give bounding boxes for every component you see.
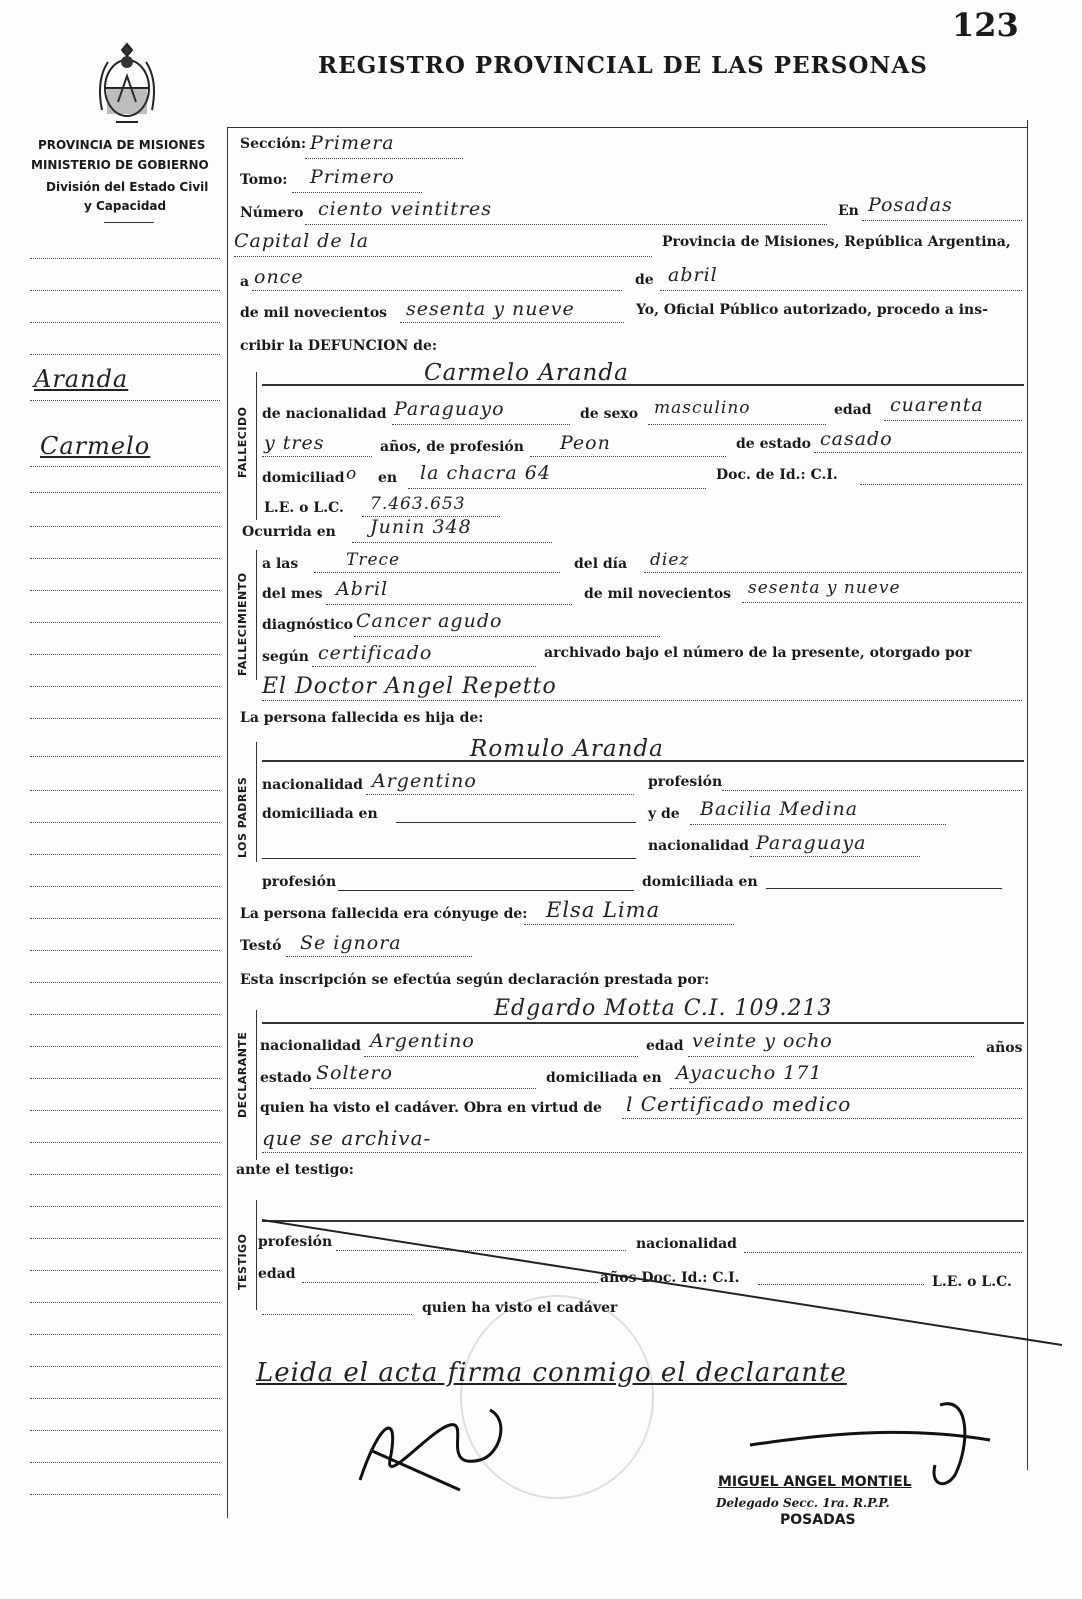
decl-estado-value: Soltero bbox=[316, 1062, 393, 1084]
estado-label: de estado bbox=[736, 436, 812, 452]
a-label: a bbox=[240, 274, 250, 290]
margin-line bbox=[30, 718, 220, 719]
testo-line bbox=[286, 956, 472, 957]
testigo-title: TESTIGO bbox=[236, 1233, 249, 1290]
padre-domicilio-line bbox=[396, 822, 636, 823]
issuer-ministry: MINISTERIO DE GOBIERNO bbox=[31, 158, 209, 172]
padre-line bbox=[262, 760, 1024, 762]
margin-line bbox=[30, 1078, 220, 1079]
anos-profesion-label: años, de profesión bbox=[380, 439, 524, 455]
margin-line bbox=[30, 1366, 220, 1367]
anio-line bbox=[400, 322, 624, 323]
padre-blank-line bbox=[262, 858, 636, 859]
diagnostico-value: Cancer agudo bbox=[356, 610, 503, 632]
margin-line bbox=[30, 982, 220, 983]
nacionalidad-line bbox=[392, 424, 570, 425]
form-top-border bbox=[227, 127, 1027, 128]
document-title: REGISTRO PROVINCIAL DE LAS PERSONAS bbox=[318, 52, 928, 79]
en-label: En bbox=[838, 203, 859, 219]
cribir-label: cribir la DEFUNCION de: bbox=[240, 338, 438, 354]
otorgado-line bbox=[262, 700, 1022, 701]
estado-line bbox=[814, 452, 1022, 453]
capital-line bbox=[234, 256, 652, 257]
madre-line bbox=[690, 824, 946, 825]
doc-id-line bbox=[860, 484, 1022, 485]
fall-anio-line bbox=[742, 602, 1022, 603]
margin-line bbox=[30, 1046, 220, 1047]
padre-profesion-line bbox=[722, 790, 1022, 791]
del-dia-label: del día bbox=[574, 556, 628, 572]
otorgado-por-value: El Doctor Angel Repetto bbox=[262, 674, 557, 699]
de-label: de bbox=[635, 272, 654, 288]
dia-line bbox=[252, 290, 622, 291]
margin-line bbox=[30, 466, 220, 467]
edad-value-2: y tres bbox=[264, 432, 325, 454]
margin-line bbox=[30, 590, 220, 591]
yo-oficial-label: Yo, Oficial Público autorizado, procedo a ins- bbox=[636, 302, 988, 318]
margin-line bbox=[30, 1302, 220, 1303]
padre-profesion-label: profesión bbox=[648, 774, 723, 790]
edad-value-1: cuarenta bbox=[890, 394, 984, 416]
obra-line-2 bbox=[262, 1152, 1022, 1153]
y-de-label: y de bbox=[648, 806, 680, 822]
fallecido-title: FALLECIDO bbox=[236, 406, 249, 478]
declarante-line bbox=[262, 1022, 1024, 1024]
margin-line bbox=[30, 1238, 220, 1239]
decl-anos-label: años bbox=[986, 1040, 1023, 1056]
fall-mes-line bbox=[326, 604, 572, 605]
padre-nacionalidad-value: Argentino bbox=[372, 770, 477, 792]
decl-nacionalidad-line bbox=[364, 1056, 638, 1057]
strike-through-line bbox=[262, 1200, 1062, 1360]
issuer-underline bbox=[104, 222, 154, 223]
seccion-label: Sección: bbox=[240, 136, 307, 152]
margin-line bbox=[30, 790, 220, 791]
ocurrida-label: Ocurrida en bbox=[242, 524, 336, 540]
obra-line-1 bbox=[622, 1118, 1022, 1119]
decl-edad-label: edad bbox=[646, 1038, 684, 1054]
margin-line bbox=[30, 1174, 220, 1175]
testigo-nacionalidad-label: nacionalidad bbox=[636, 1236, 737, 1252]
profesion-line bbox=[530, 456, 726, 457]
a-las-label: a las bbox=[262, 556, 299, 572]
margin-line bbox=[30, 822, 220, 823]
conyuge-line bbox=[524, 924, 734, 925]
page-number: 123 bbox=[952, 6, 1019, 44]
ante-testigo-label: ante el testigo: bbox=[236, 1162, 354, 1178]
segun-value: certificado bbox=[318, 642, 433, 664]
testigo-profesion-label: profesión bbox=[258, 1234, 333, 1250]
tomo-label: Tomo: bbox=[240, 172, 288, 188]
del-mes-label: del mes bbox=[262, 586, 323, 602]
testo-label: Testó bbox=[240, 938, 282, 954]
numero-label: Número bbox=[240, 205, 304, 221]
segun-label: según bbox=[262, 649, 309, 665]
margin-line bbox=[30, 492, 220, 493]
en-value: Posadas bbox=[868, 194, 953, 216]
en-domicilio-label: en bbox=[378, 470, 398, 486]
closing-note: Leida el acta firma conmigo el declarante bbox=[256, 1358, 847, 1388]
obra-value-2: que se archiva- bbox=[262, 1126, 432, 1150]
mes-line bbox=[660, 290, 1022, 291]
nacionalidad-value: Paraguayo bbox=[394, 398, 505, 420]
stamp-city: POSADAS bbox=[780, 1512, 856, 1528]
decl-nacionalidad-value: Argentino bbox=[370, 1030, 475, 1052]
quien-obra-label: quien ha visto el cadáver. Obra en virtud de bbox=[260, 1100, 602, 1116]
margin-line bbox=[30, 1110, 220, 1111]
margin-line bbox=[30, 654, 220, 655]
padres-title: LOS PADRES bbox=[236, 776, 249, 858]
declarante-bar bbox=[256, 1010, 257, 1160]
fallecimiento-bar bbox=[256, 550, 257, 680]
padre-domicilio-label: domiciliada en bbox=[262, 806, 378, 822]
madre-nacionalidad-line bbox=[750, 856, 920, 857]
fall-dia-value: diez bbox=[650, 550, 690, 570]
margin-line bbox=[30, 886, 220, 887]
seccion-line bbox=[305, 158, 463, 159]
coat-of-arms-icon bbox=[96, 40, 158, 132]
sexo-line bbox=[648, 424, 826, 425]
diagnostico-line bbox=[354, 636, 660, 637]
margin-line bbox=[30, 1398, 220, 1399]
fallecido-bar bbox=[256, 372, 257, 520]
madre-profesion-line bbox=[338, 890, 634, 891]
de-mil-nov-label: de mil novecientos bbox=[584, 586, 732, 602]
testo-value: Se ignora bbox=[300, 932, 402, 954]
numero-value: ciento veintitres bbox=[318, 198, 493, 220]
nacionalidad-label: de nacionalidad bbox=[262, 406, 387, 422]
padre-name: Romulo Aranda bbox=[470, 736, 664, 762]
decl-edad-line bbox=[688, 1056, 974, 1057]
en-line bbox=[862, 220, 1022, 221]
margin-given-name: Carmelo bbox=[40, 432, 151, 460]
hora-value: Trece bbox=[346, 550, 401, 570]
decl-nacionalidad-label: nacionalidad bbox=[260, 1038, 361, 1054]
margin-line bbox=[30, 1430, 220, 1431]
mes-value: abril bbox=[668, 264, 718, 286]
domicilio-value: la chacra 64 bbox=[420, 462, 551, 484]
margin-line bbox=[30, 258, 220, 259]
deceased-name: Carmelo Aranda bbox=[424, 360, 629, 386]
margin-line bbox=[30, 1142, 220, 1143]
provincia-label: Provincia de Misiones, República Argentina, bbox=[662, 234, 1011, 250]
edad-line bbox=[884, 420, 1022, 421]
margin-line bbox=[30, 950, 220, 951]
sexo-value: masculino bbox=[654, 398, 751, 418]
esta-inscripcion-label: Esta inscripción se efectúa según declaración prestada por: bbox=[240, 972, 710, 988]
margin-line bbox=[30, 400, 220, 401]
stamp-role: Delegado Secc. 1ra. R.P.P. bbox=[716, 1496, 890, 1510]
margin-line bbox=[30, 1270, 220, 1271]
margin-line bbox=[30, 354, 220, 355]
declarante-title: DECLARANTE bbox=[236, 1031, 249, 1118]
le-lc-value: 7.463.653 bbox=[370, 494, 466, 514]
anio-value: sesenta y nueve bbox=[406, 298, 575, 320]
fall-mes-value: Abril bbox=[336, 578, 389, 600]
ocurrida-value: Junin 348 bbox=[370, 516, 472, 538]
testigo-le-lc-label: L.E. o L.C. bbox=[932, 1274, 1012, 1290]
name-line bbox=[262, 384, 1024, 386]
margin-line bbox=[30, 290, 220, 291]
fall-dia-line bbox=[644, 572, 1022, 573]
margin-line bbox=[30, 558, 220, 559]
fall-anio-value: sesenta y nueve bbox=[748, 578, 901, 598]
edad-label: edad bbox=[834, 402, 872, 418]
profesion-value: Peon bbox=[560, 432, 611, 454]
margin-line bbox=[30, 526, 220, 527]
decl-domicilio-value: Ayacucho 171 bbox=[676, 1062, 823, 1084]
decl-domicilio-line bbox=[670, 1088, 1022, 1089]
margin-line bbox=[30, 1334, 220, 1335]
sexo-label: de sexo bbox=[580, 406, 639, 422]
margin-line bbox=[30, 1462, 220, 1463]
de-mil-label: de mil novecientos bbox=[240, 305, 388, 321]
margin-line bbox=[30, 686, 220, 687]
form-left-border bbox=[227, 128, 228, 1518]
margin-line bbox=[30, 1014, 220, 1015]
margin-line bbox=[30, 322, 220, 323]
obra-value-1: l Certificado medico bbox=[626, 1092, 852, 1116]
numero-line bbox=[305, 224, 827, 225]
margin-line bbox=[30, 756, 220, 757]
testigo-quien-label: quien ha visto el cadáver bbox=[422, 1300, 618, 1316]
margin-line bbox=[30, 1494, 220, 1495]
seccion-value: Primera bbox=[310, 132, 395, 154]
conyuge-label: La persona fallecida era cónyuge de: bbox=[240, 906, 528, 922]
dia-value: once bbox=[254, 266, 304, 288]
issuer-division: División del Estado Civil bbox=[46, 180, 209, 194]
madre-domicilio-line bbox=[766, 888, 1002, 889]
tomo-value: Primero bbox=[310, 166, 395, 188]
testigo-bar bbox=[256, 1200, 257, 1310]
padres-bar bbox=[256, 742, 257, 862]
padre-nacionalidad-line bbox=[366, 794, 634, 795]
decl-estado-line bbox=[310, 1088, 536, 1089]
hora-line bbox=[314, 572, 560, 573]
fallecimiento-title: FALLECIMIENTO bbox=[236, 572, 249, 676]
decl-edad-value: veinte y ocho bbox=[692, 1030, 833, 1052]
margin-line bbox=[30, 854, 220, 855]
diagnostico-label: diagnóstico bbox=[262, 617, 354, 633]
declarante-name: Edgardo Motta C.I. 109.213 bbox=[494, 996, 833, 1021]
testigo-edad-label: edad bbox=[258, 1266, 296, 1282]
estado-value: casado bbox=[820, 428, 893, 450]
archivado-label: archivado bajo el número de la presente, otorgado por bbox=[544, 645, 972, 661]
margin-line bbox=[30, 1206, 220, 1207]
margin-line bbox=[30, 918, 220, 919]
issuer-province: PROVINCIA DE MISIONES bbox=[38, 138, 206, 152]
issuer-capacidad: y Capacidad bbox=[84, 199, 167, 213]
madre-domicilio-label: domiciliada en bbox=[642, 874, 758, 890]
domiciliado-suffix: o bbox=[346, 464, 358, 484]
testigo-anos-doc-label: años Doc. Id.: C.I. bbox=[600, 1270, 740, 1286]
decl-estado-label: estado bbox=[260, 1070, 312, 1086]
capital-value: Capital de la bbox=[234, 230, 370, 252]
madre-nacionalidad-label: nacionalidad bbox=[648, 838, 749, 854]
madre-nacionalidad-value: Paraguaya bbox=[756, 832, 867, 854]
declarant-signature bbox=[340, 1390, 540, 1500]
segun-line bbox=[312, 666, 536, 667]
stamp-name: MIGUEL ANGEL MONTIEL bbox=[718, 1474, 912, 1490]
madre-name: Bacilia Medina bbox=[700, 798, 859, 820]
le-lc-label: L.E. o L.C. bbox=[264, 500, 344, 516]
madre-profesion-label: profesión bbox=[262, 874, 337, 890]
tomo-line bbox=[292, 192, 422, 193]
domicilio-line bbox=[408, 488, 706, 489]
ocurrida-line bbox=[352, 542, 552, 543]
margin-line bbox=[30, 622, 220, 623]
margin-surname: Aranda bbox=[34, 365, 129, 393]
doc-id-label: Doc. de Id.: C.I. bbox=[716, 467, 838, 483]
conyuge-value: Elsa Lima bbox=[546, 898, 661, 922]
domiciliado-label: domiciliad bbox=[262, 470, 345, 486]
edad2-line bbox=[262, 456, 372, 457]
decl-domicilio-label: domiciliada en bbox=[546, 1070, 662, 1086]
padre-nacionalidad-label: nacionalidad bbox=[262, 777, 363, 793]
hija-de-label: La persona fallecida es hija de: bbox=[240, 710, 484, 726]
